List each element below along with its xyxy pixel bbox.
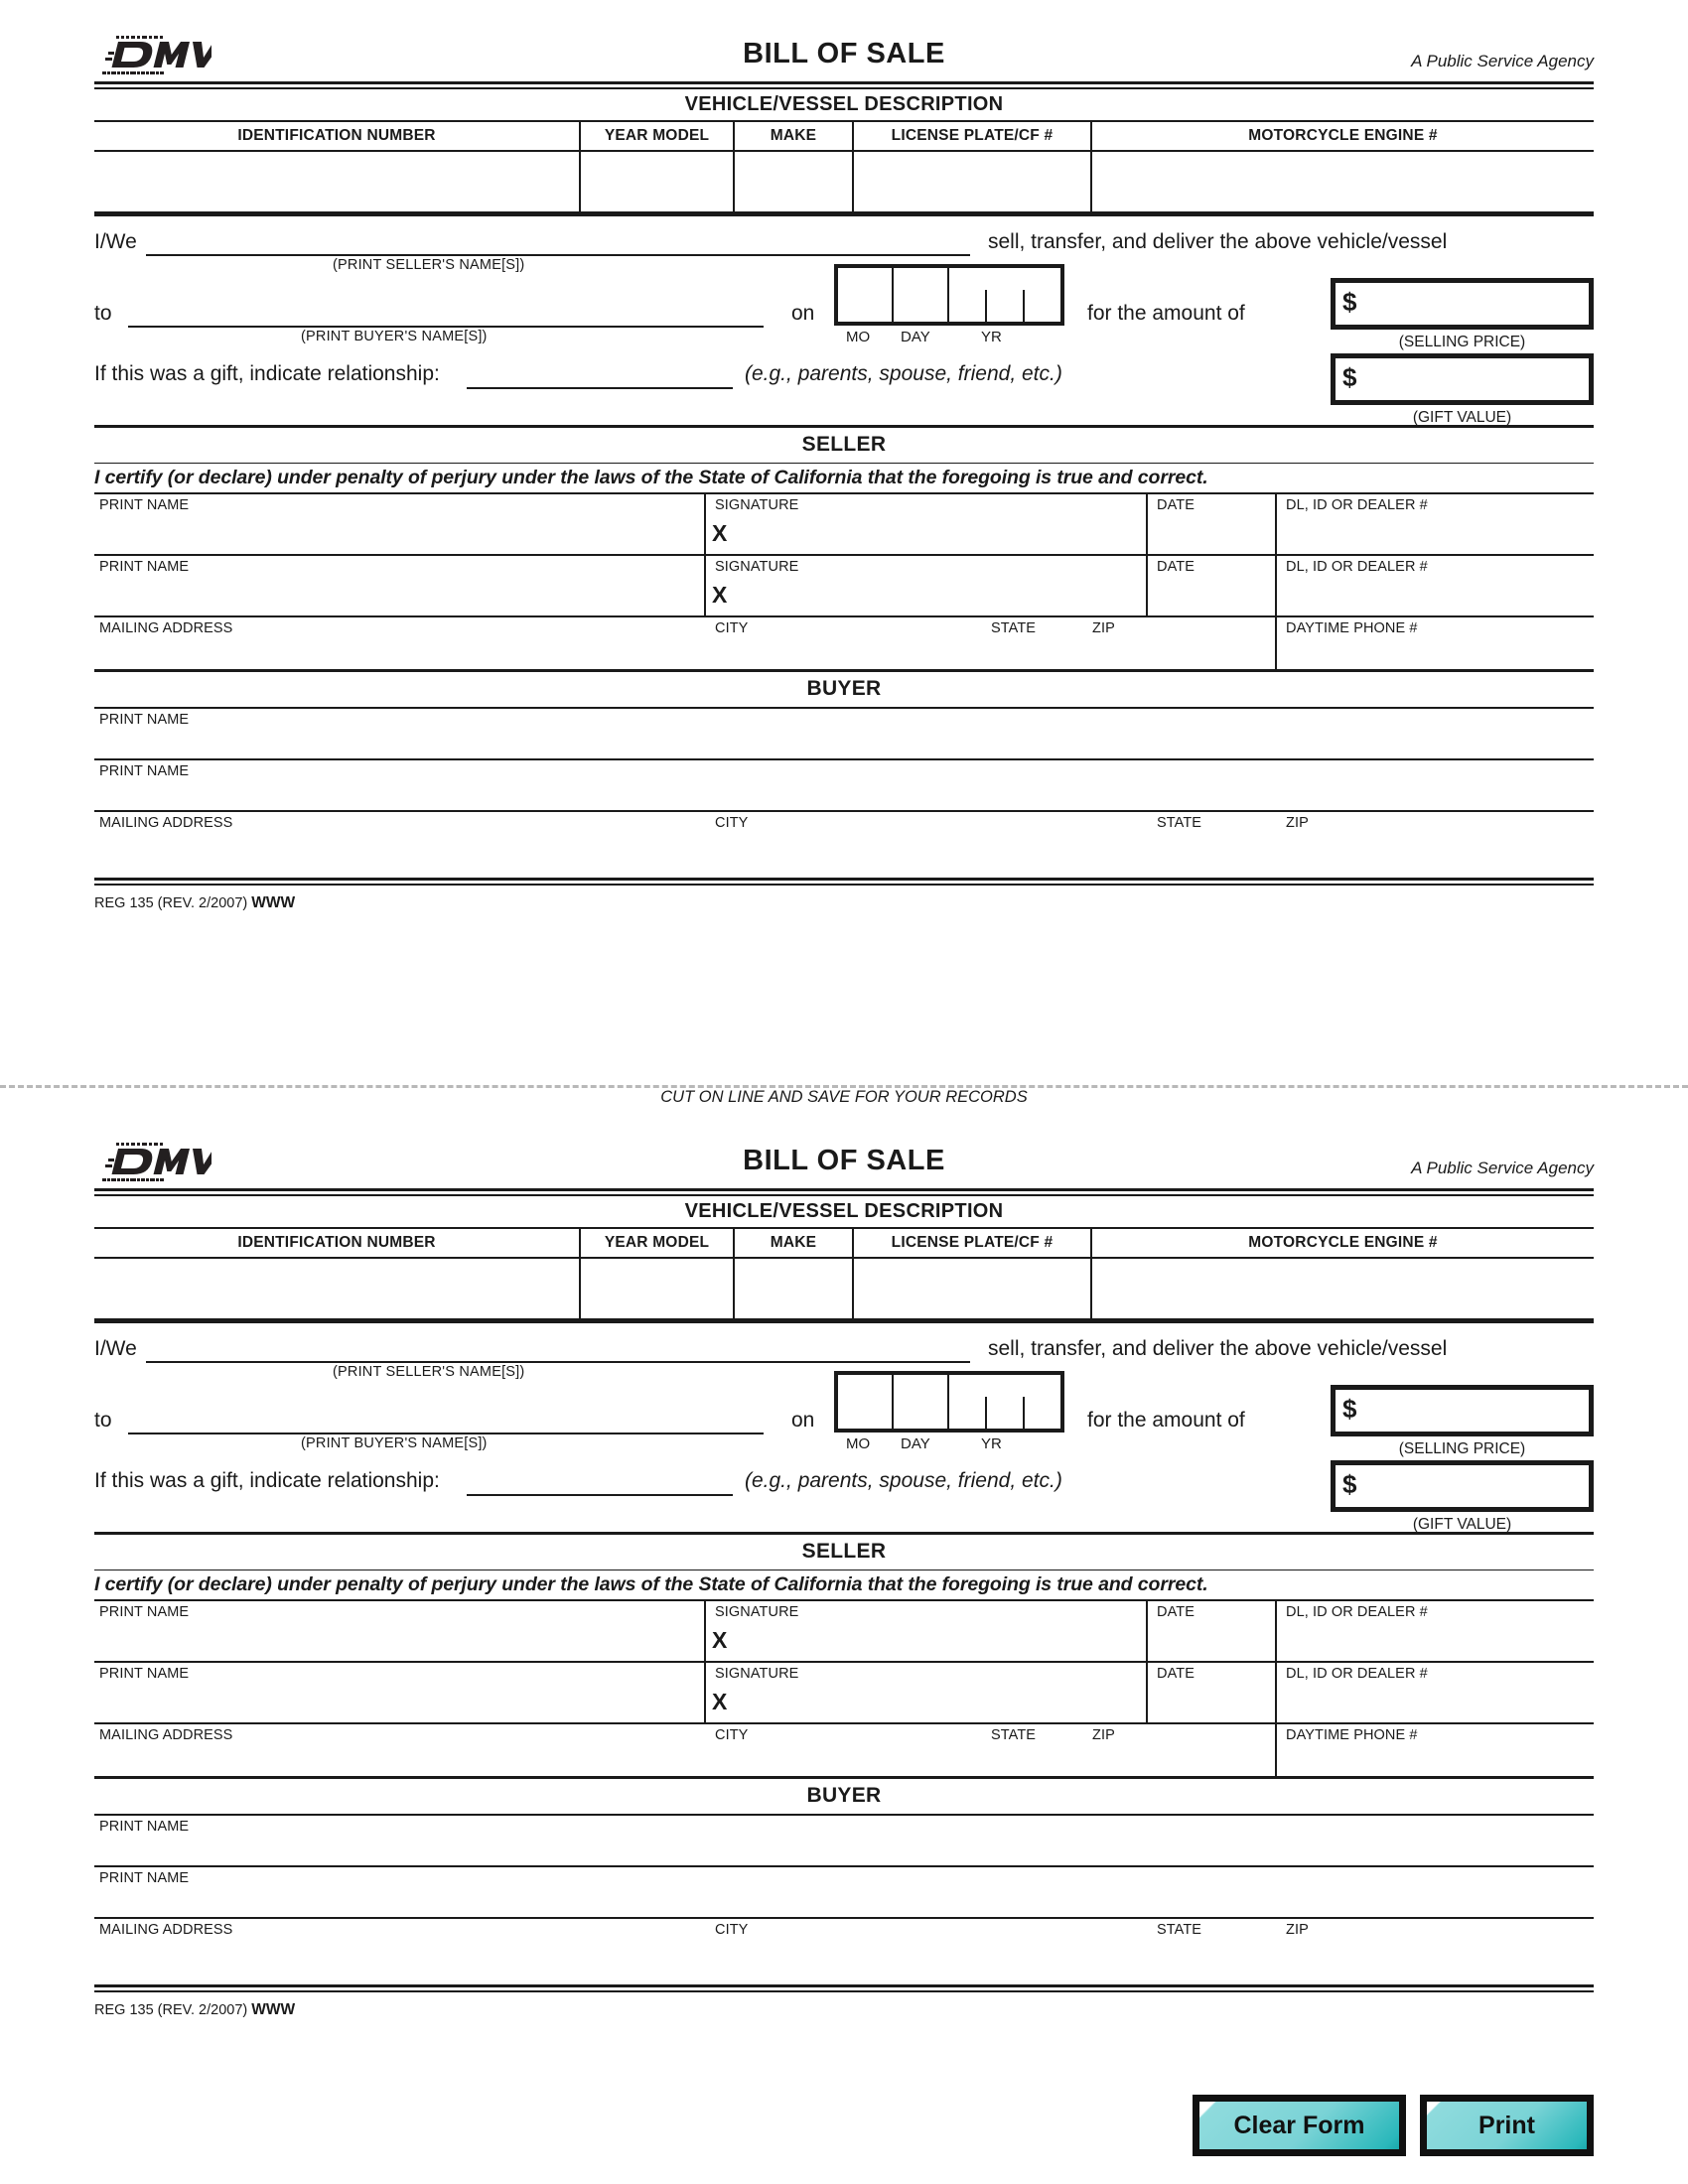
label-print-name: PRINT NAME (99, 1819, 190, 1835)
date-label-mo: MO (846, 329, 871, 345)
label-daytime-phone: DAYTIME PHONE # (1286, 1727, 1418, 1743)
label-print-name: PRINT NAME (99, 1604, 190, 1620)
label-date: DATE (1157, 1666, 1195, 1682)
form-copy-lower (94, 1137, 1594, 2019)
input-buyer-names[interactable] (128, 326, 764, 328)
sell-phrase: sell, transfer, and deliver the above vehicle/vessel (988, 1337, 1448, 1360)
label-print-name: PRINT NAME (99, 1870, 190, 1886)
header-rule (94, 81, 1594, 89)
date-label-yr: YR (981, 329, 1002, 345)
gift-example: (e.g., parents, spouse, friend, etc.) (745, 1469, 1062, 1492)
form-header (94, 1137, 1594, 1188)
input-motorcycle-engine[interactable] (1092, 1259, 1594, 1318)
column-header-year-model: YEAR MODEL (581, 122, 735, 150)
label-signature: SIGNATURE (715, 497, 799, 513)
footer-rule (94, 878, 1594, 886)
column-header-make: MAKE (735, 1229, 854, 1257)
sell-phrase: sell, transfer, and deliver the above vehicle/vessel (988, 230, 1448, 253)
label-print-name: PRINT NAME (99, 712, 190, 728)
label-mailing-address: MAILING ADDRESS (99, 620, 233, 636)
cut-line-divider (0, 1077, 1688, 1117)
buyer-address-row (94, 1919, 1594, 1971)
signature-x-marker: X (712, 1689, 728, 1714)
gift-value-caption: (GIFT VALUE) (1412, 409, 1512, 426)
form-id-suffix: WWW (251, 2001, 296, 2018)
label-signature: SIGNATURE (715, 1604, 799, 1620)
label-state: STATE (1157, 1922, 1202, 1938)
header-rule (94, 1188, 1594, 1196)
print-button[interactable] (1420, 2095, 1594, 2156)
label-mailing-address: MAILING ADDRESS (99, 815, 233, 831)
buyer-section-heading: BUYER (806, 1784, 882, 1807)
buyer-row-1 (94, 1816, 1594, 1865)
to-label: to (94, 302, 112, 325)
column-header-identification-number: IDENTIFICATION NUMBER (94, 122, 581, 150)
form-header (94, 30, 1594, 81)
vehicle-section-heading: VEHICLE/VESSEL DESCRIPTION (684, 1200, 1004, 1222)
buyer-name-caption: (PRINT BUYER'S NAME[S]) (301, 1435, 488, 1451)
column-header-make: MAKE (735, 122, 854, 150)
cut-line-instruction: CUT ON LINE AND SAVE FOR YOUR RECORDS (0, 1088, 1688, 1107)
date-label-mo: MO (846, 1435, 871, 1452)
input-date-of-sale[interactable] (834, 1371, 1064, 1433)
clear-form-button[interactable] (1193, 2095, 1406, 2156)
date-label-day: DAY (901, 1435, 930, 1452)
dollar-sign-icon: $ (1342, 362, 1357, 392)
label-print-name: PRINT NAME (99, 497, 190, 513)
label-state: STATE (1157, 815, 1202, 831)
seller-section-heading: SELLER (801, 433, 887, 456)
selling-price-caption: (SELLING PRICE) (1398, 334, 1526, 350)
label-zip: ZIP (1092, 620, 1115, 636)
on-label: on (791, 302, 815, 325)
label-signature: SIGNATURE (715, 559, 799, 575)
agency-tagline: A Public Service Agency (1411, 52, 1594, 70)
seller-row-1 (94, 1601, 1594, 1661)
input-gift-value[interactable] (1331, 1460, 1594, 1512)
label-print-name: PRINT NAME (99, 559, 190, 575)
signature-x-marker: X (712, 582, 728, 608)
clear-form-label: Clear Form (1199, 2102, 1399, 2149)
input-year-model[interactable] (581, 152, 735, 211)
input-make[interactable] (735, 1259, 854, 1318)
input-gift-relationship[interactable] (467, 1494, 733, 1496)
form-identifier (94, 1992, 1594, 2019)
signature-x-marker: X (712, 520, 728, 546)
label-zip: ZIP (1092, 1727, 1115, 1743)
input-seller-names[interactable] (146, 1361, 970, 1363)
label-city: CITY (715, 620, 749, 636)
iwe-label: I/We (94, 1337, 137, 1360)
vehicle-section-heading: VEHICLE/VESSEL DESCRIPTION (684, 93, 1004, 115)
selling-price-caption: (SELLING PRICE) (1398, 1440, 1526, 1457)
vehicle-table-input-row (94, 1259, 1594, 1318)
on-label: on (791, 1409, 815, 1432)
seller-name-caption: (PRINT SELLER'S NAME[S]) (333, 1364, 525, 1380)
label-mailing-address: MAILING ADDRESS (99, 1922, 233, 1938)
label-date: DATE (1157, 559, 1195, 575)
gift-question: If this was a gift, indicate relationship: (94, 1469, 440, 1492)
column-header-identification-number: IDENTIFICATION NUMBER (94, 1229, 581, 1257)
seller-address-row (94, 1724, 1594, 1776)
seller-row-2 (94, 556, 1594, 615)
input-motorcycle-engine[interactable] (1092, 152, 1594, 211)
input-make[interactable] (735, 152, 854, 211)
buyer-address-row (94, 812, 1594, 864)
dollar-sign-icon: $ (1342, 287, 1357, 317)
input-seller-names[interactable] (146, 254, 970, 256)
seller-certification-text: I certify (or declare) under penalty of perjury under the laws of the State of California that the foregoing is true and correct. (94, 467, 1208, 488)
to-label: to (94, 1409, 112, 1432)
vehicle-table-header (94, 122, 1594, 150)
signature-x-marker: X (712, 1627, 728, 1653)
buyer-section-heading: BUYER (806, 677, 882, 700)
input-date-of-sale[interactable] (834, 264, 1064, 326)
form-id-text: REG 135 (REV. 2/2007) (94, 895, 248, 911)
buyer-row-2 (94, 760, 1594, 810)
column-header-license-plate: LICENSE PLATE/CF # (854, 122, 1092, 150)
iwe-label: I/We (94, 230, 137, 253)
page-title: BILL OF SALE (743, 1145, 945, 1176)
label-state: STATE (991, 620, 1037, 636)
transfer-statement-block (94, 1323, 1594, 1532)
label-print-name: PRINT NAME (99, 1666, 190, 1682)
input-buyer-names[interactable] (128, 1433, 764, 1434)
label-date: DATE (1157, 1604, 1195, 1620)
vehicle-table-input-row (94, 152, 1594, 211)
column-header-year-model: YEAR MODEL (581, 1229, 735, 1257)
label-zip: ZIP (1286, 1922, 1309, 1938)
input-gift-relationship[interactable] (467, 387, 733, 389)
label-dl-id: DL, ID OR DEALER # (1286, 497, 1428, 513)
label-state: STATE (991, 1727, 1037, 1743)
input-selling-price[interactable] (1331, 278, 1594, 330)
label-print-name: PRINT NAME (99, 763, 190, 779)
input-gift-value[interactable] (1331, 353, 1594, 405)
label-mailing-address: MAILING ADDRESS (99, 1727, 233, 1743)
form-action-buttons (1193, 2095, 1594, 2156)
footer-rule (94, 1984, 1594, 1992)
seller-row-2 (94, 1663, 1594, 1722)
buyer-row-2 (94, 1867, 1594, 1917)
seller-address-row (94, 617, 1594, 669)
date-label-day: DAY (901, 329, 930, 345)
input-identification-number[interactable] (94, 152, 581, 211)
label-signature: SIGNATURE (715, 1666, 799, 1682)
label-date: DATE (1157, 497, 1195, 513)
form-id-suffix: WWW (251, 894, 296, 911)
date-label-yr: YR (981, 1435, 1002, 1452)
agency-tagline: A Public Service Agency (1411, 1159, 1594, 1177)
seller-certification-text: I certify (or declare) under penalty of perjury under the laws of the State of California that the foregoing is true and correct. (94, 1573, 1208, 1595)
column-header-motorcycle-engine: MOTORCYCLE ENGINE # (1248, 127, 1438, 144)
form-copy-upper (94, 30, 1594, 912)
label-zip: ZIP (1286, 815, 1309, 831)
gift-question: If this was a gift, indicate relationship: (94, 362, 440, 385)
print-label: Print (1427, 2102, 1587, 2149)
transfer-statement-block (94, 216, 1594, 425)
input-identification-number[interactable] (94, 1259, 581, 1318)
seller-row-1 (94, 494, 1594, 554)
input-license-plate[interactable] (854, 152, 1092, 211)
form-identifier (94, 886, 1594, 912)
label-dl-id: DL, ID OR DEALER # (1286, 1604, 1428, 1620)
buyer-name-caption: (PRINT BUYER'S NAME[S]) (301, 329, 488, 344)
column-header-license-plate: LICENSE PLATE/CF # (854, 1229, 1092, 1257)
page-title: BILL OF SALE (743, 38, 945, 69)
input-year-model[interactable] (581, 1259, 735, 1318)
seller-name-caption: (PRINT SELLER'S NAME[S]) (333, 257, 525, 273)
gift-value-caption: (GIFT VALUE) (1412, 1516, 1512, 1533)
label-dl-id: DL, ID OR DEALER # (1286, 559, 1428, 575)
amount-phrase: for the amount of (1087, 302, 1245, 325)
amount-phrase: for the amount of (1087, 1409, 1245, 1432)
seller-section-heading: SELLER (801, 1540, 887, 1563)
form-id-text: REG 135 (REV. 2/2007) (94, 2002, 248, 2018)
vehicle-table-header (94, 1229, 1594, 1257)
label-city: CITY (715, 1727, 749, 1743)
label-dl-id: DL, ID OR DEALER # (1286, 1666, 1428, 1682)
input-license-plate[interactable] (854, 1259, 1092, 1318)
buyer-row-1 (94, 709, 1594, 758)
gift-example: (e.g., parents, spouse, friend, etc.) (745, 362, 1062, 385)
label-daytime-phone: DAYTIME PHONE # (1286, 620, 1418, 636)
dollar-sign-icon: $ (1342, 1394, 1357, 1424)
label-city: CITY (715, 815, 749, 831)
label-city: CITY (715, 1922, 749, 1938)
dollar-sign-icon: $ (1342, 1469, 1357, 1499)
column-header-motorcycle-engine: MOTORCYCLE ENGINE # (1248, 1234, 1438, 1251)
input-selling-price[interactable] (1331, 1385, 1594, 1436)
